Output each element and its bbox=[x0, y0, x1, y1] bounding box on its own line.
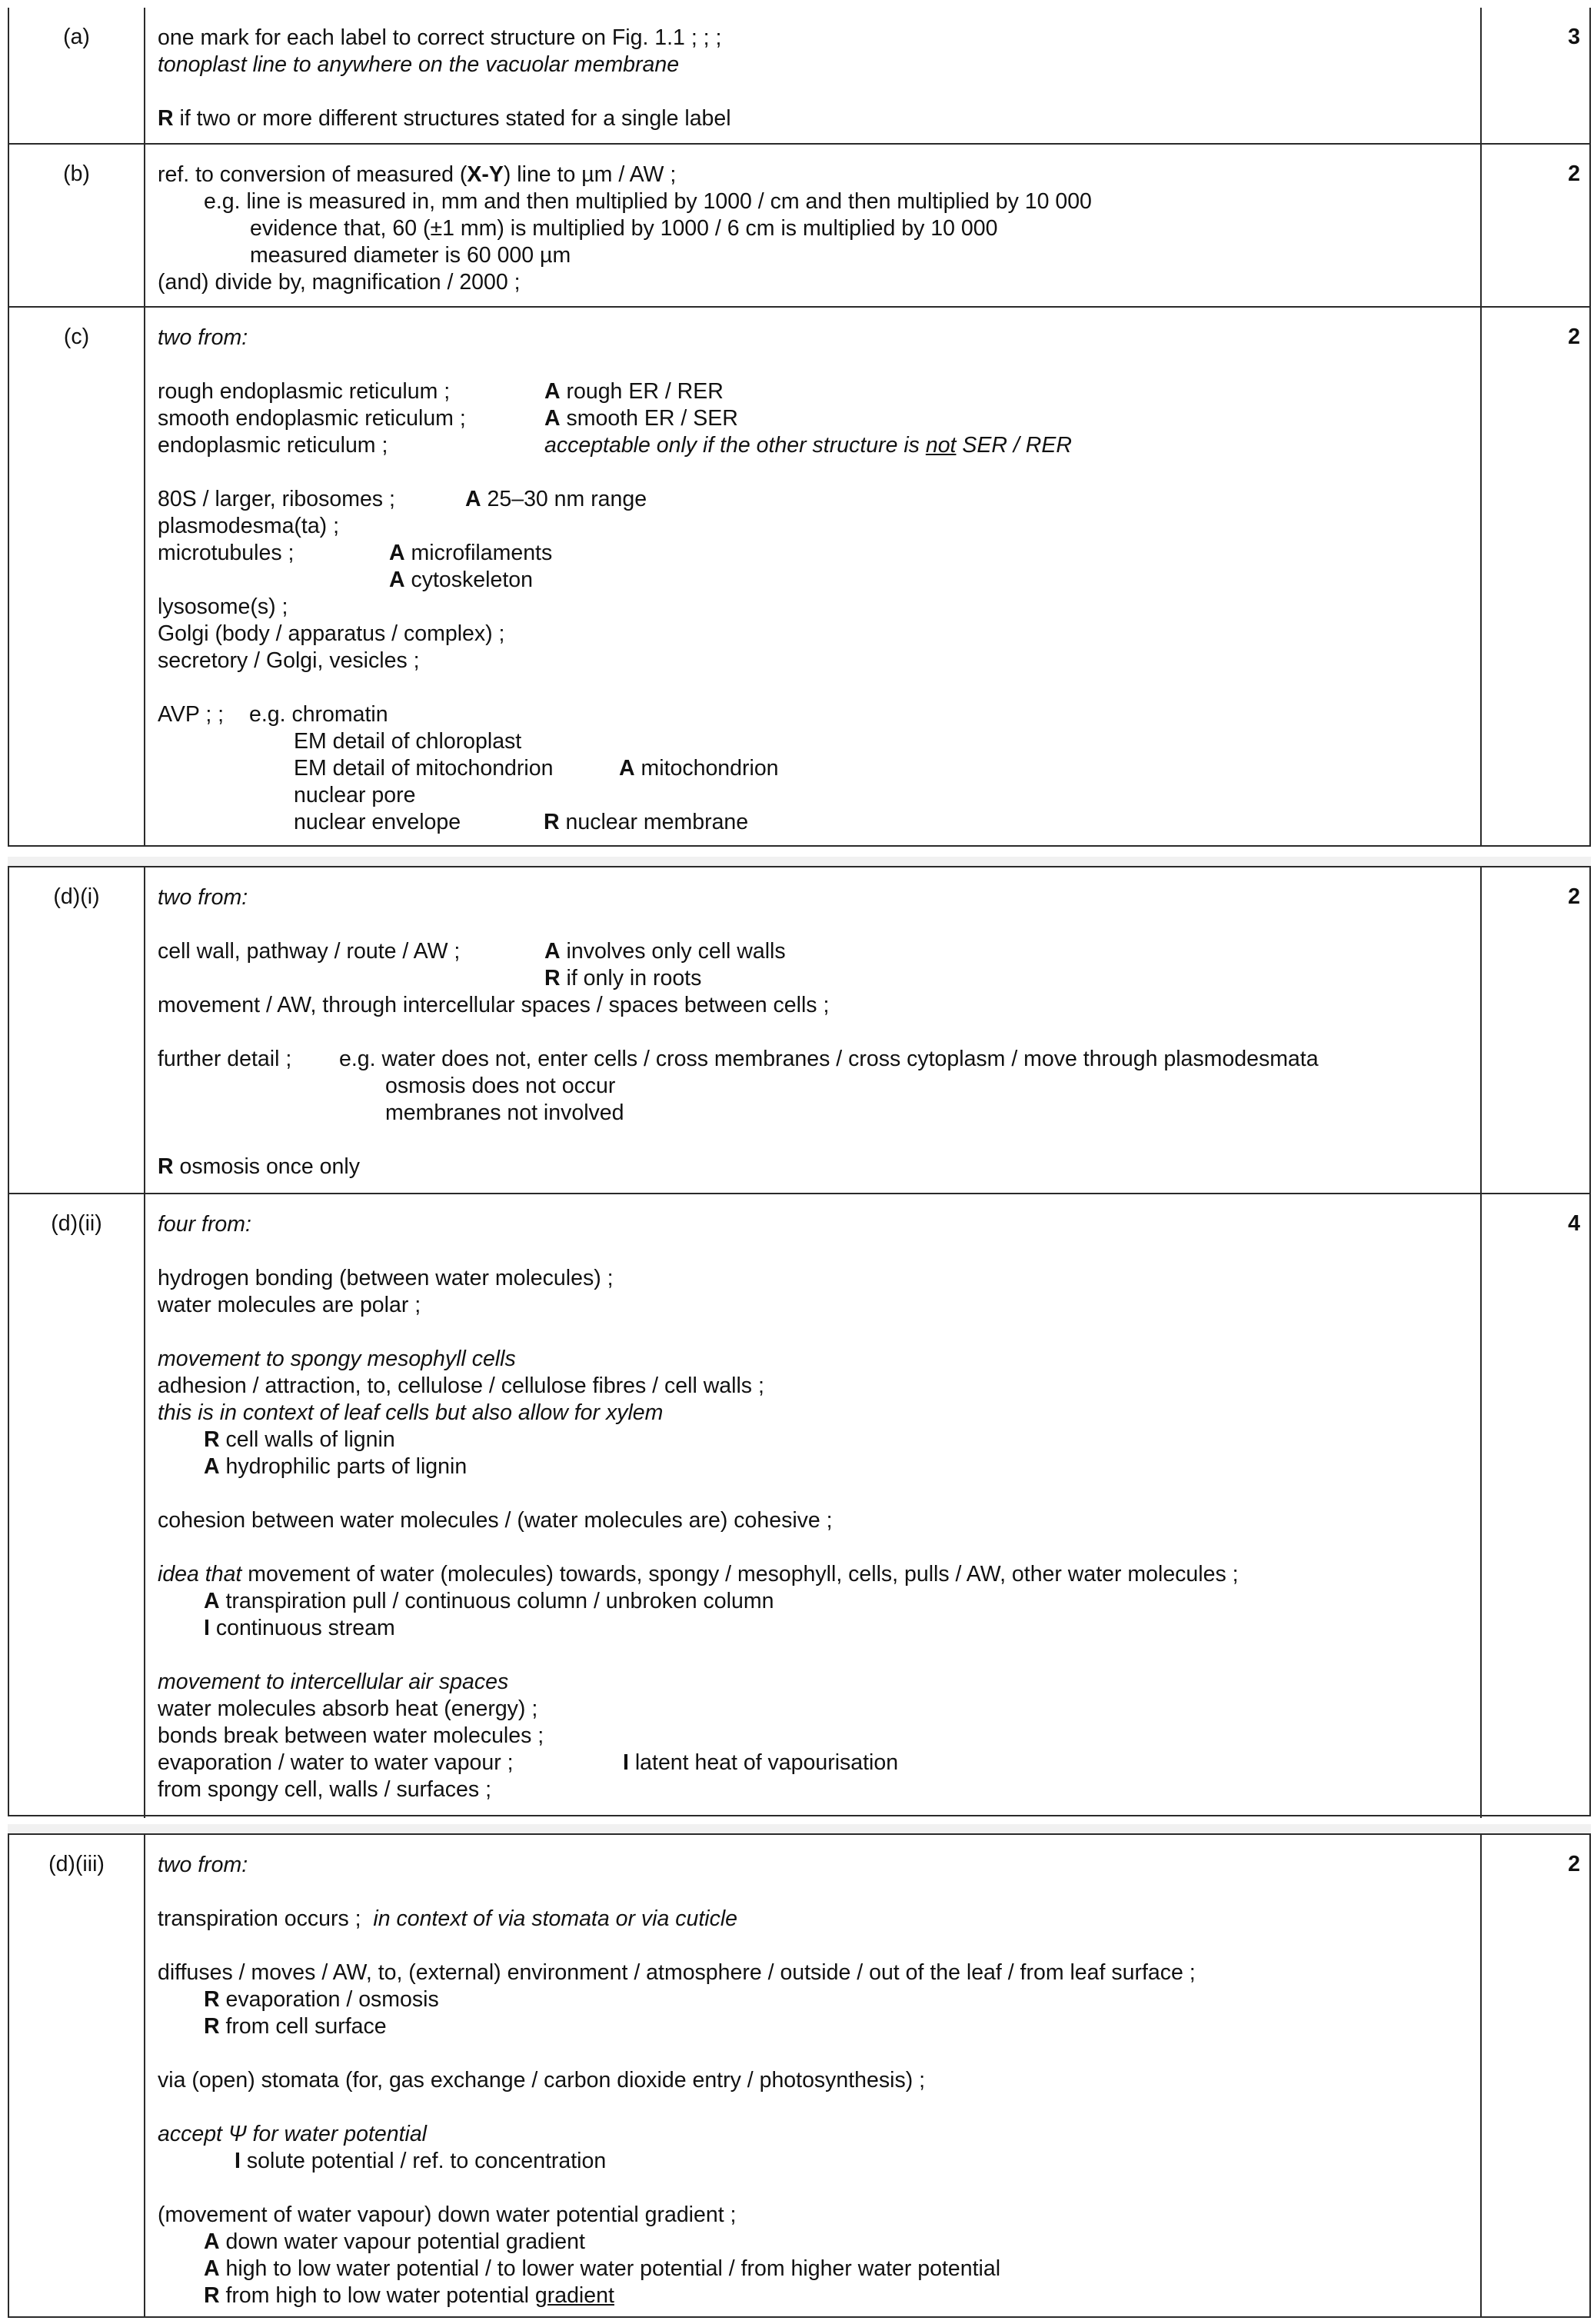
question-number: (d)(iii) bbox=[9, 1835, 145, 2316]
answer-cell bbox=[145, 1835, 1482, 2316]
answer-line: endoplasmic reticulum ; acceptable only if the other structure is not SER / RER bbox=[158, 433, 1072, 458]
answer-line: R if only in roots bbox=[544, 966, 702, 991]
question-row-b bbox=[9, 143, 1589, 306]
page-separator bbox=[8, 857, 1591, 866]
answer-line: one mark for each label to correct structure on Fig. 1.1 ; ; ; bbox=[158, 25, 722, 50]
answer-line: tonoplast line to anywhere on the vacuolar membrane bbox=[158, 52, 680, 77]
answer-line: A down water vapour potential gradient bbox=[204, 2229, 585, 2254]
answer-line: smooth endoplasmic reticulum ; A smooth ER / SER bbox=[158, 406, 738, 431]
answer-line: EM detail of mitochondrion A mitochondrion bbox=[294, 756, 779, 781]
answer-line: accept Ψ for water potential bbox=[158, 2122, 428, 2146]
marks-cell: 2 bbox=[1568, 325, 1580, 349]
answer-line: lysosome(s) ; bbox=[158, 594, 288, 619]
answer-line: R from cell surface bbox=[204, 2014, 387, 2039]
answer-line: transpiration occurs ; in context of via stomata or via cuticle bbox=[158, 1906, 738, 1931]
question-row-c bbox=[9, 306, 1589, 847]
answer-line: R cell walls of lignin bbox=[204, 1427, 395, 1452]
marks-cell: 2 bbox=[1568, 884, 1580, 909]
answer-cell bbox=[145, 145, 1482, 306]
answer-line: via (open) stomata (for, gas exchange / carbon dioxide entry / photosynthesis) ; bbox=[158, 2068, 926, 2093]
answer-line: movement to spongy mesophyll cells bbox=[158, 1347, 516, 1371]
answer-line: ref. to conversion of measured (X-Y) line to µm / AW ; bbox=[158, 162, 677, 187]
answer-line: hydrogen bonding (between water molecules) ; bbox=[158, 1266, 614, 1290]
marks-cell: 4 bbox=[1568, 1211, 1580, 1236]
answer-line: (and) divide by, magnification / 2000 ; bbox=[158, 270, 521, 295]
answer-line: nuclear pore bbox=[294, 783, 416, 807]
question-row-d-ii bbox=[9, 1193, 1589, 1818]
answer-cell bbox=[145, 308, 1482, 847]
question-number: (b) bbox=[9, 145, 145, 306]
answer-line: microtubules ; A microfilaments bbox=[158, 541, 553, 565]
answer-line: two from: bbox=[158, 1853, 248, 1877]
answer-line: idea that movement of water (molecules) towards, spongy / mesophyll, cells, pulls / AW, other water molecules ; bbox=[158, 1562, 1239, 1587]
answer-line: cell wall, pathway / route / AW ; A involves only cell walls bbox=[158, 939, 786, 964]
mark-scheme-block-2 bbox=[8, 866, 1591, 1816]
answer-line: Golgi (body / apparatus / complex) ; bbox=[158, 621, 505, 646]
answer-line: two from: bbox=[158, 325, 248, 350]
answer-line: e.g. line is measured in, mm and then multiplied by 1000 / cm and then multiplied by 10 000 bbox=[204, 189, 1092, 214]
answer-line: 80S / larger, ribosomes ; A 25–30 nm range bbox=[158, 487, 647, 511]
question-number: (c) bbox=[9, 308, 145, 847]
question-number: (d)(i) bbox=[9, 867, 145, 1193]
answer-line: adhesion / attraction, to, cellulose / cellulose fibres / cell walls ; bbox=[158, 1373, 764, 1398]
answer-line: I solute potential / ref. to concentration bbox=[235, 2149, 607, 2173]
question-row-d-i bbox=[9, 867, 1589, 1193]
answer-line: AVP ; ; e.g. chromatin bbox=[158, 702, 388, 727]
answer-cell bbox=[145, 867, 1482, 1193]
answer-line: water molecules are polar ; bbox=[158, 1293, 421, 1317]
answer-line: osmosis does not occur bbox=[385, 1074, 616, 1098]
answer-line: bonds break between water molecules ; bbox=[158, 1723, 544, 1748]
answer-line: measured diameter is 60 000 µm bbox=[250, 243, 571, 268]
answer-line: rough endoplasmic reticulum ; A rough ER / RER bbox=[158, 379, 724, 404]
answer-line: membranes not involved bbox=[385, 1100, 624, 1125]
answer-line: two from: bbox=[158, 885, 248, 910]
answer-line: further detail ; e.g. water does not, enter cells / cross membranes / cross cytoplasm / move through plasmodesmata bbox=[158, 1047, 1319, 1071]
answer-line: secretory / Golgi, vesicles ; bbox=[158, 648, 420, 673]
answer-line: EM detail of chloroplast bbox=[294, 729, 522, 754]
answer-line: from spongy cell, walls / surfaces ; bbox=[158, 1777, 491, 1802]
answer-line: A high to low water potential / to lower water potential / from higher water potential bbox=[204, 2256, 1001, 2281]
answer-line: A cytoskeleton bbox=[389, 568, 533, 592]
answer-line: this is in context of leaf cells but also allow for xylem bbox=[158, 1400, 664, 1425]
marks-cell: 2 bbox=[1568, 161, 1580, 186]
answer-line: I continuous stream bbox=[204, 1616, 395, 1640]
answer-line: nuclear envelope R nuclear membrane bbox=[294, 810, 749, 834]
marks-cell: 2 bbox=[1568, 1852, 1580, 1876]
answer-line: R if two or more different structures stated for a single label bbox=[158, 106, 731, 131]
question-row-a bbox=[9, 8, 1589, 143]
question-row-d-iii bbox=[9, 1835, 1589, 2316]
answer-line: R evaporation / osmosis bbox=[204, 1987, 439, 2012]
answer-line: A hydrophilic parts of lignin bbox=[204, 1454, 468, 1479]
answer-line: (movement of water vapour) down water potential gradient ; bbox=[158, 2202, 737, 2227]
answer-line: cohesion between water molecules / (water molecules are) cohesive ; bbox=[158, 1508, 833, 1533]
answer-line: diffuses / moves / AW, to, (external) environment / atmosphere / outside / out of the leaf / from leaf surface ; bbox=[158, 1960, 1196, 1985]
answer-line: movement / AW, through intercellular spaces / spaces between cells ; bbox=[158, 993, 830, 1017]
answer-cell bbox=[145, 8, 1482, 143]
answer-line: R from high to low water potential gradient bbox=[204, 2283, 614, 2308]
page-separator bbox=[8, 1824, 1591, 1833]
answer-line: water molecules absorb heat (energy) ; bbox=[158, 1696, 538, 1721]
question-number: (a) bbox=[9, 8, 145, 143]
answer-line: plasmodesma(ta) ; bbox=[158, 514, 340, 538]
answer-line: movement to intercellular air spaces bbox=[158, 1670, 509, 1694]
mark-scheme-block-1 bbox=[8, 8, 1591, 847]
answer-line: R osmosis once only bbox=[158, 1154, 360, 1179]
answer-line: evidence that, 60 (±1 mm) is multiplied by 1000 / 6 cm is multiplied by 10 000 bbox=[250, 216, 998, 241]
answer-line: A transpiration pull / continuous column / unbroken column bbox=[204, 1589, 774, 1613]
marks-cell: 3 bbox=[1568, 25, 1580, 49]
answer-cell bbox=[145, 1194, 1482, 1818]
answer-line: evaporation / water to water vapour ; I latent heat of vapourisation bbox=[158, 1750, 899, 1775]
question-number: (d)(ii) bbox=[9, 1194, 145, 1818]
mark-scheme-block-3 bbox=[8, 1833, 1591, 2318]
answer-line: four from: bbox=[158, 1212, 251, 1237]
